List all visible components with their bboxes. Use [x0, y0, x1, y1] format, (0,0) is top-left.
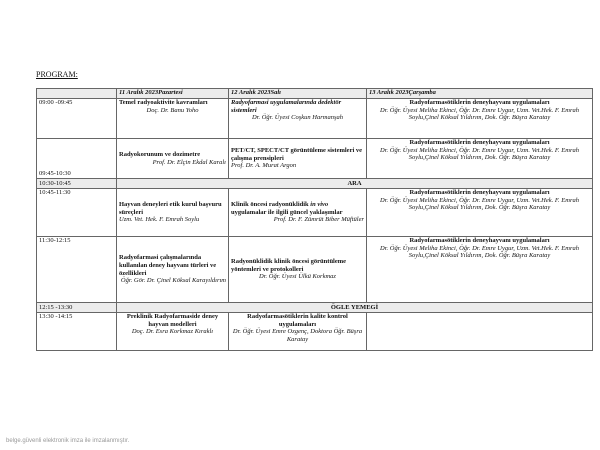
time-slot: 09:00 -09:45: [37, 99, 117, 139]
session-speaker: Doç. Dr. Esra Korkmaz Kıraklı: [131, 328, 214, 336]
table-row: [37, 313, 593, 351]
session-title: Radyofarmasötiklerin kalite kontrol uygulamaları: [247, 313, 348, 328]
table-row: [37, 189, 593, 237]
break-time: 12:15 -13:30: [37, 303, 117, 313]
session-title: Hayvan deneyleri etik kurul başvuru süreçleri: [119, 201, 222, 216]
day-header-3: 13 Aralık 2023Çarşamba: [367, 89, 593, 99]
table-row: [37, 99, 593, 139]
time-slot: 10:45-11:30: [37, 189, 117, 237]
time-slot: 13:30 -14:15: [37, 313, 117, 351]
session-title: PET/CT, SPECT/CT görüntüleme sistemleri ve çalışma prensipleri: [231, 147, 363, 162]
session-cell: [367, 139, 593, 179]
session-title-part: Klinik öncesi radyonüklidik: [231, 201, 311, 209]
schedule-table: [36, 88, 593, 351]
program-label: PROGRAM:: [36, 70, 78, 79]
break-row: [37, 303, 593, 313]
session-title: Radyofarmasötiklerin deneyhayvanı uygulamaları: [409, 237, 550, 244]
session-speaker: Dr. Öğr. Üyesi Meliha Ekinci, Öğr. Dr. Emre Uygur, Uzm. Vet.Hek. F. Emrah Soylu,Çinel Köksal Yıldırım, Dok. Öğr. Büşra Karatay: [380, 196, 579, 212]
session-speaker: Dr. Öğr. Üyesi Emre Ozgenç, Doktora Öğr. Büşra Karatay: [232, 328, 363, 343]
session-title: Radyofarmasötiklerin deneyhayvanı uygulamaları: [409, 99, 550, 106]
day-header-1: 11 Aralık 2023Pazartesi: [117, 89, 229, 99]
session-title: [231, 201, 364, 216]
session-speaker: Uzm. Vet. Hek. F. Emrah Soylu: [119, 216, 200, 224]
session-cell: [229, 139, 367, 179]
session-title: Temel radyoaktivite kavramları: [119, 99, 208, 106]
session-title: Radyofarmasötiklerin deneyhayvanı uygulamaları: [409, 139, 550, 146]
session-speaker: Prof. Dr. A. Murat Argon: [231, 162, 297, 170]
time-slot: 11:30-12:15: [37, 237, 117, 303]
break-row: [37, 179, 593, 189]
break-label: ÖGLE YEMEGİ: [117, 303, 593, 313]
time-slot: 09:45-10:30: [37, 139, 117, 179]
session-cell: [367, 189, 593, 237]
break-time: 10:30-10:45: [37, 179, 117, 189]
session-speaker: Prof. Dr. F. Zümrüt Biber Müftüler: [273, 216, 364, 224]
session-title: Preklinik Radyofarmaside deney hayvan modelleri: [126, 313, 219, 328]
table-row: [37, 237, 593, 303]
session-title: Radyofarmasi çalışmalarında kullanılan deney hayvanı türleri ve özellikleri: [119, 254, 217, 277]
session-title: Radyofarmasötiklerin deneyhayvanı uygulamaları: [409, 189, 550, 196]
session-cell: [367, 99, 593, 139]
session-title: Radyonüklidik klinik öncesi görüntüleme yöntemleri ve protokolleri: [231, 258, 347, 273]
session-cell: [117, 99, 229, 139]
session-title-emphasis: in vivo: [310, 201, 329, 209]
session-cell: [229, 189, 367, 237]
session-cell-empty: [367, 313, 593, 351]
session-title: Radyokorunum ve dozimetre: [119, 150, 201, 158]
header-time-cell: [37, 89, 117, 99]
header-row: [37, 89, 593, 99]
table-row: [37, 139, 593, 179]
session-cell: [117, 189, 229, 237]
session-speaker: Doç. Dr. Banu Yoho: [146, 106, 199, 114]
session-cell: [229, 99, 367, 139]
session-speaker: Dr. Öğr. Üyesi Meliha Ekinci, Öğr. Dr. Emre Uygur, Uzm. Vet.Hek. F. Emrah Soylu,Çinel Köksal Yıldırım, Dok. Öğr. Büşra Karatay: [380, 146, 579, 162]
session-cell: [229, 313, 367, 351]
session-cell: [117, 237, 229, 303]
e-signature-note: belge.güvenli elektronik imza ile imzalanmıştır.: [6, 438, 130, 444]
session-cell: [117, 313, 229, 351]
session-title-part: uygulamalar ile ilgili güncel yaklaşımlar: [231, 208, 343, 216]
session-speaker: Dr. Öğr. Üyesi Ülkü Korkmaz: [259, 273, 336, 281]
session-speaker: Dr. Öğr. Üyesi Meliha Ekinci, Öğr. Dr. Emre Uygur, Uzm. Vet.Hek. F. Emrah Soylu,Çinel Köksal Yıldırım, Dok. Öğr. Büşra Karatay: [380, 106, 579, 122]
session-cell: [117, 139, 229, 179]
session-cell: [229, 237, 367, 303]
break-label: ARA: [117, 179, 593, 189]
session-title: Radyofarmasi uygulamalarında dedektör sistemleri: [231, 99, 342, 114]
session-speaker: Prof. Dr. Elçin Ekdal Karalı: [152, 158, 226, 166]
session-speaker: Dr. Öğr. Üyesi Meliha Ekinci, Öğr. Dr. Emre Uygur, Uzm. Vet.Hek. F. Emrah Soylu,Çinel Köksal Yıldırım, Dok. Öğr. Büşra Karatay: [380, 244, 579, 260]
session-speaker: Dr. Öğr. Üyesi Coşkun Harmanşah: [251, 114, 343, 122]
session-cell: [367, 237, 593, 303]
session-speaker: Öğr. Gör. Dr. Çinel Köksal Karayıldırım: [120, 277, 226, 285]
day-header-2: 12 Aralık 2023Salı: [229, 89, 367, 99]
